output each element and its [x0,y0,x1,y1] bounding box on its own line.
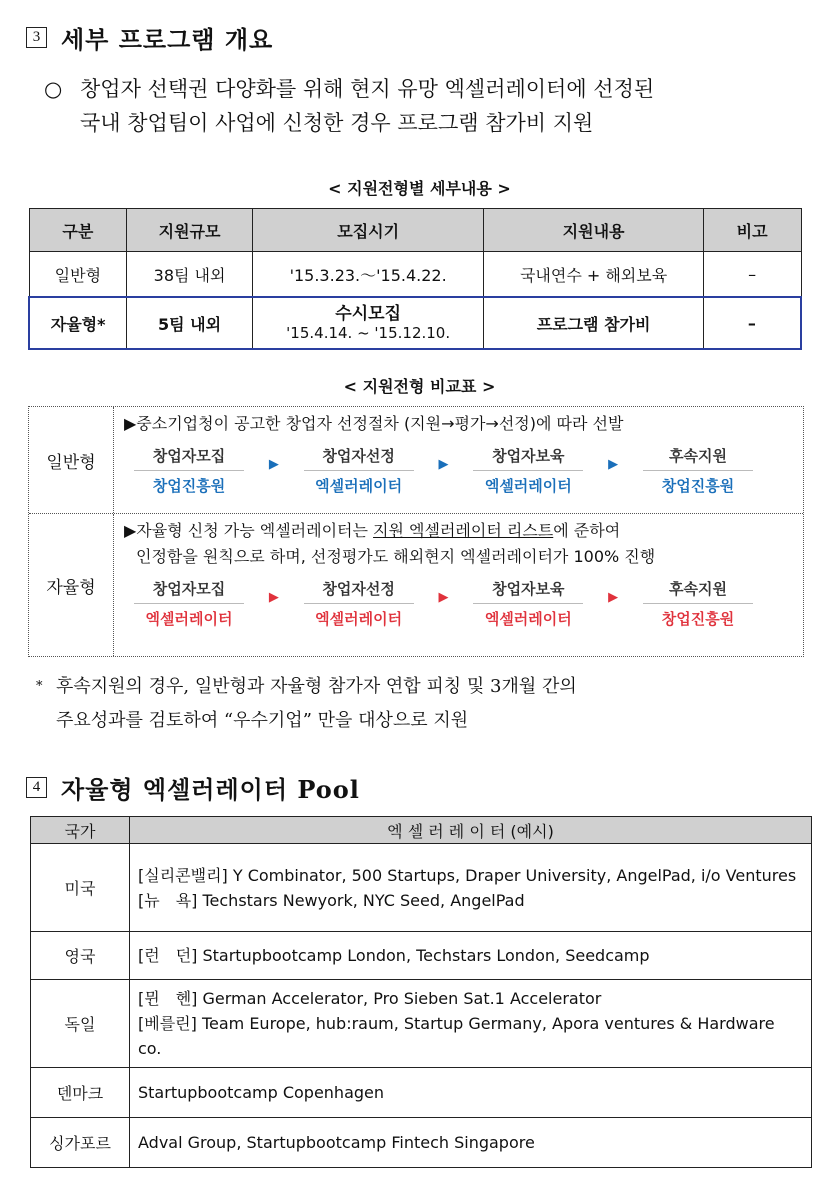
compare-table [28,406,804,657]
accelerator-cell: [뮌 헨] German Accelerator, Pro Sieben Sat.1 Accelerator [베를린] Team Europe, hub:raum, Startup Germany, Apora ventures & Hardware co. [130,980,812,1068]
cell-type: 일반형 [29,252,127,298]
table-row [29,252,801,298]
compare-caption: < 지원전형 비교표 > [343,377,496,396]
table-row [31,980,812,1068]
cell-content: 프로그램 참가비 [484,297,703,349]
table-row-highlighted [29,297,801,349]
section4-heading [26,770,360,805]
accelerator-cell: Adval Group, Startupbootcamp Fintech Singapore [130,1118,812,1168]
section4-title: 자율형 엑셀러레이터 Pool [61,775,360,804]
th-country: 국가 [31,817,130,844]
intro-paragraph [44,72,814,140]
arrow-right-icon: ▶ [608,457,619,472]
support-type-table [28,208,802,350]
flow-step: 창업자보육 엑셀러레이터 [473,445,583,496]
flow-step: 후속지원 창업진흥원 [643,578,753,629]
table1-header-row [29,209,801,252]
th-type: 구분 [29,209,127,252]
accelerator-cell: [런 던] Startupbootcamp London, Techstars London, Seedcamp [130,932,812,980]
asterisk-mark: * [36,679,43,694]
intro-line2: 국내 창업팀이 사업에 신청한 경우 프로그램 참가비 지원 [80,111,594,135]
th-accelerators: 엑 셀 러 레 이 터 (예시) [130,817,812,844]
accelerator-cell: Startupbootcamp Copenhagen [130,1068,812,1118]
table-row [31,844,812,932]
arrow-right-icon: ▶ [268,457,279,472]
circle-bullet: ○ [44,77,63,101]
section3-heading [26,20,273,55]
flow-step: 창업자선정 엑셀러레이터 [304,445,414,496]
footnote-line1: 후속지원의 경우, 일반형과 자율형 참가자 연합 피칭 및 3개월 간의 [56,676,577,697]
accelerator-list-underlined: 지원 엑셀러레이터 리스트 [373,521,554,540]
table-row [31,1118,812,1168]
country-cell: 싱가포르 [31,1118,130,1168]
cell-period [252,297,484,349]
auto-flow [124,570,793,637]
section3-number: 3 [26,27,47,48]
compare-row-general [29,407,803,514]
general-flow [124,437,793,504]
arrow-right-icon: ▶ [268,590,279,605]
flow-step: 창업자모집 창업진흥원 [134,445,244,496]
accelerator-cell: [실리콘밸리] Y Combinator, 500 Startups, Draper University, AngelPad, i/o Ventures [뉴 욕] Techstars Newyork, NYC Seed, AngelPad [130,844,812,932]
table-row [31,1068,812,1118]
footnote [36,670,577,738]
country-cell: 영국 [31,932,130,980]
accelerator-pool-table [30,816,812,1168]
country-cell: 덴마크 [31,1068,130,1118]
country-cell: 독일 [31,980,130,1068]
compare-row-auto [29,514,803,656]
period-title: 수시모집 [335,304,401,324]
cell-period: '15.3.23.～'15.4.22. [252,252,484,298]
auto-label: 자율형 [29,514,114,656]
auto-description-line2: 인정함을 원칙으로 하며, 선정평가도 해외현지 엑셀러레이터가 100% 진행 [136,547,656,566]
flow-step: 후속지원 창업진흥원 [643,445,753,496]
cell-type: 자율형* [29,297,127,349]
section3-title: 세부 프로그램 개요 [61,25,274,54]
table2-header-row [31,817,812,844]
th-scale: 지원규모 [127,209,253,252]
arrow-right-icon: ▶ [608,590,619,605]
country-cell: 미국 [31,844,130,932]
cell-note: – [703,252,801,298]
cell-scale: 5팀 내외 [127,297,253,349]
general-description: ▶중소기업청이 공고한 창업자 선정절차 (지원→평가→선정)에 따라 선발 [124,414,624,433]
th-period: 모집시기 [252,209,484,252]
general-label: 일반형 [29,407,114,513]
cell-content: 국내연수 + 해외보육 [484,252,703,298]
flow-step: 창업자모집 엑셀러레이터 [134,578,244,629]
cell-scale: 38팀 내외 [127,252,253,298]
cell-note: – [703,297,801,349]
table1-caption: < 지원전형별 세부내용 > [328,179,511,198]
table-row [31,932,812,980]
th-content: 지원내용 [484,209,703,252]
period-range: '15.4.14. ~ '15.12.10. [286,324,451,342]
arrow-right-icon: ▶ [438,590,449,605]
th-note: 비고 [703,209,801,252]
section4-number: 4 [26,777,47,798]
auto-description: ▶자율형 신청 가능 엑셀러레이터는 지원 엑셀러레이터 리스트에 준하여 [124,521,621,540]
footnote-line2: 주요성과를 검토하여 “우수기업” 만을 대상으로 지원 [56,710,469,731]
flow-step: 창업자보육 엑셀러레이터 [473,578,583,629]
arrow-right-icon: ▶ [438,457,449,472]
intro-line1: 창업자 선택권 다양화를 위해 현지 유망 엑셀러레이터에 선정된 [80,77,655,101]
flow-step: 창업자선정 엑셀러레이터 [304,578,414,629]
